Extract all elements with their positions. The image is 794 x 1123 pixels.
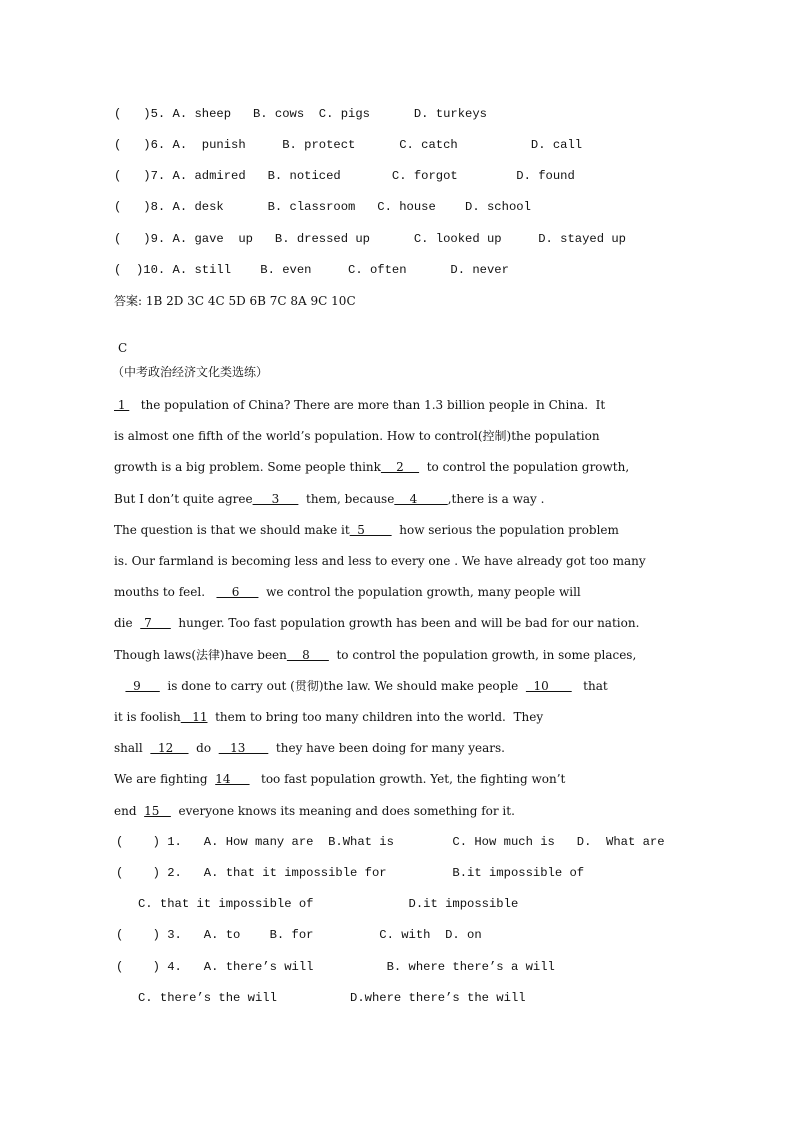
passage-text: is. Our farmland is becoming less and less to every one . We have already got too many xyxy=(114,554,646,568)
passage-text: is done to carry out (贯彻)the law. We should make people xyxy=(159,679,526,693)
question-option-line: C. that it impossible of D.it impossible xyxy=(116,897,519,911)
passage-text: ,there is a way . xyxy=(447,492,545,506)
blank-number: 10 xyxy=(525,679,572,693)
blank-number: 6 xyxy=(216,585,259,599)
passage-text: die xyxy=(114,616,141,630)
passage-line xyxy=(114,615,639,631)
blank-number: 4 xyxy=(394,492,448,506)
passage-line xyxy=(114,491,544,507)
question-option-line: ( )7. A. admired B. noticed C. forgot D. found xyxy=(114,169,575,183)
section-subtitle: （中考政治经济文化类选练） xyxy=(112,365,269,379)
question-option-line: ( )6. A. punish B. protect C. catch D. call xyxy=(114,138,583,152)
passage-line xyxy=(114,709,543,725)
blank-number: 5 xyxy=(349,523,392,537)
question-option-line: ( ) 1. A. How many are B.What is C. How much is D. What are xyxy=(116,835,665,849)
question-option-line: ( ) 2. A. that it impossible for B.it impossible of xyxy=(116,866,585,880)
passage-text xyxy=(114,679,125,693)
blank-number: 15 xyxy=(144,804,171,818)
blank-number: 13 xyxy=(218,741,269,755)
passage-text: do xyxy=(188,741,219,755)
passage-line xyxy=(114,397,605,413)
passage-line xyxy=(114,647,636,663)
passage-text: they have been doing for many years. xyxy=(268,741,505,755)
passage-line xyxy=(114,459,629,475)
question-option-line: ( )5. A. sheep B. cows C. pigs D. turkeys xyxy=(114,107,487,121)
passage-text: shall xyxy=(114,741,151,755)
passage-line xyxy=(114,522,619,538)
passage-text: it is foolish xyxy=(114,710,181,724)
passage-text: mouths to feel. xyxy=(114,585,217,599)
blank-number: 1 xyxy=(114,398,130,412)
blank-number: 3 xyxy=(252,492,299,506)
passage-text: end xyxy=(114,804,145,818)
passage-line xyxy=(114,553,646,569)
passage-text: to control the population growth, xyxy=(419,460,630,474)
passage-line xyxy=(114,678,608,694)
passage-text: the population of China? There are more than 1.3 billion people in China. It xyxy=(129,398,606,412)
passage-line xyxy=(114,740,505,756)
question-option-line: ( )9. A. gave up B. dressed up C. looked up D. stayed up xyxy=(114,232,626,246)
passage-line xyxy=(114,428,600,444)
passage-line xyxy=(114,771,565,787)
blank-number: 11 xyxy=(180,710,208,724)
question-option-line: ( )10. A. still B. even C. often D. never xyxy=(114,263,509,277)
passage-text: to control the population growth, in some places, xyxy=(328,648,637,662)
passage-text: how serious the population problem xyxy=(391,523,619,537)
passage-text: growth is a big problem. Some people think xyxy=(114,460,381,474)
passage-text: them to bring too many children into the world. They xyxy=(207,710,544,724)
blank-number: 12 xyxy=(150,741,189,755)
passage-line xyxy=(114,584,581,600)
passage-text: But I don’t quite agree xyxy=(114,492,253,506)
question-option-line: ( ) 4. A. there’s will B. where there’s a will xyxy=(116,960,555,974)
passage-text: everyone knows its meaning and does something for it. xyxy=(170,804,515,818)
blank-number: 7 xyxy=(140,616,171,630)
blank-number: 2 xyxy=(380,460,420,474)
passage-text: We are fighting xyxy=(114,772,216,786)
question-option-line: C. there’s the will D.where there’s the will xyxy=(116,991,526,1005)
passage-text: we control the population growth, many people will xyxy=(258,585,581,599)
question-option-line: ( )8. A. desk B. classroom C. house D. school xyxy=(114,200,531,214)
passage-text: is almost one fifth of the world’s population. How to control(控制)the population xyxy=(114,429,600,443)
passage-text: that xyxy=(571,679,608,693)
passage-text: Though laws(法律)have been xyxy=(114,648,287,662)
blank-number: 14 xyxy=(215,772,250,786)
passage-text: them, because xyxy=(298,492,395,506)
passage-text: too fast population growth. Yet, the fighting won’t xyxy=(249,772,566,786)
passage-text: The question is that we should make it xyxy=(114,523,350,537)
answer-key: 答案: 1B 2D 3C 4C 5D 6B 7C 8A 9C 10C xyxy=(114,294,356,308)
question-option-line: ( ) 3. A. to B. for C. with D. on xyxy=(116,928,482,942)
section-letter: C xyxy=(118,341,128,355)
passage-text: hunger. Too fast population growth has been and will be bad for our nation. xyxy=(170,616,640,630)
passage-line xyxy=(114,803,515,819)
blank-number: 9 xyxy=(125,679,160,693)
blank-number: 8 xyxy=(286,648,329,662)
